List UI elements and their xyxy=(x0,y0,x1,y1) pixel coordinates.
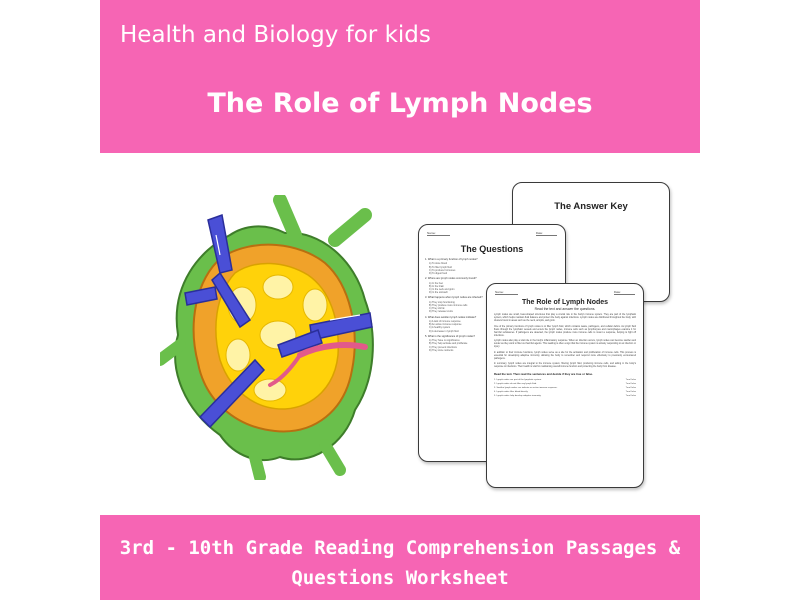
tf-number: 2. xyxy=(494,382,496,385)
passage-paragraph: In summary, lymph nodes are integral to the immune system, filtering lymph fluid, producing immune cells, and aiding in the body's response to infections. Their health is vital for maintaining overall immune function and protecting the body from disease. xyxy=(494,363,636,368)
question-option: B) An active immune response xyxy=(429,323,462,327)
tf-text: Swollen lymph nodes can indicate an active immune response. xyxy=(496,386,558,389)
question-option: D) To digest food xyxy=(429,272,448,276)
bottom-banner xyxy=(100,515,700,600)
passage-instructions: Read the text and answer the questions. xyxy=(534,307,596,311)
true-false-heading: Read the text. Then read the sentences and decide if they are true or false. xyxy=(494,371,593,376)
caption-line-1: 3rd - 10th Grade Reading Comprehension Passages & xyxy=(119,537,681,559)
tf-options: True False xyxy=(625,382,636,385)
tf-options: True False xyxy=(625,394,636,397)
question-option: A) A lack of immune response xyxy=(429,320,461,324)
lymph-node-illustration xyxy=(160,195,385,480)
tf-options: True False xyxy=(625,390,636,393)
name-label: Name: xyxy=(427,231,450,236)
product-caption xyxy=(110,533,690,593)
question-option: D) They store nutrients xyxy=(429,348,454,352)
tf-text: Lymph nodes help develop adaptive immunity. xyxy=(496,394,542,397)
tf-number: 3. xyxy=(494,386,496,389)
tf-number: 1. xyxy=(494,378,496,381)
question-item: 4. What does swollen lymph nodes indicate? xyxy=(425,315,477,319)
answer-key-title: The Answer Key xyxy=(554,201,628,212)
question-option: B) They help activate and proliferate xyxy=(429,342,468,346)
question-item: 2. Where are lymph nodes commonly found? xyxy=(425,277,477,281)
question-option: D) A decrease in lymph fluid xyxy=(429,329,459,333)
top-banner xyxy=(100,0,700,153)
questions-meta-row xyxy=(419,231,565,236)
tf-options: True False xyxy=(625,378,636,381)
true-false-row xyxy=(487,394,643,398)
passage-paragraph: Lymph nodes are small, bean-shaped structures that play a crucial role in the body's immune system. They are part of the lymphatic system, which helps maintain fluid balance and protect the body against infections. Lymph nodes are distributed throughout the body, with clusters found in areas such as the neck, armpits, and groin. xyxy=(494,314,636,322)
name-label: Name: xyxy=(495,290,518,295)
passage-sheet xyxy=(486,283,644,488)
question-item: 5. What is the significance of lymph nodes? xyxy=(425,334,475,338)
question-options xyxy=(425,262,559,275)
tf-text: Lymph nodes filter blood directly. xyxy=(496,390,529,393)
passage-title: The Role of Lymph Nodes xyxy=(521,299,609,306)
question-option: A) To store blood xyxy=(429,262,448,266)
questions-title: The Questions xyxy=(460,244,524,254)
question-option: C) In the neck and groin xyxy=(429,288,455,292)
question-option: C) They shrink xyxy=(429,307,445,311)
question-option: B) In the brain xyxy=(429,284,445,288)
passage-body xyxy=(487,311,643,369)
tf-text: Lymph nodes are part of the lymphatic system. xyxy=(496,378,542,381)
question-option: D) In the stomach xyxy=(429,291,448,295)
question-option: A) They have no significance xyxy=(429,339,460,343)
question-option: C) They prevent infections xyxy=(429,345,457,349)
question-option: A) In the liver xyxy=(429,281,444,285)
tf-number: 5. xyxy=(494,394,496,397)
question-option: D) They release toxins xyxy=(429,310,453,314)
passage-paragraph: Lymph nodes also play a vital role in the body's inflammatory response. When an infection occurs, lymph nodes can become swollen and tender as they work to filter out harmful agents. This swelling is often a sign that the immune system is actively responding to an infection or injury. xyxy=(494,340,636,348)
tf-text: Lymph nodes do not filter any lymph fluid. xyxy=(496,382,537,385)
question-item: 3. What happens when lymph nodes are infected? xyxy=(425,296,483,300)
passage-meta-row xyxy=(487,290,643,295)
tf-options: True False xyxy=(625,386,636,389)
question-option: C) To produce hormones xyxy=(429,268,456,272)
page-title: The Role of Lymph Nodes xyxy=(207,88,593,119)
category-subtitle: Health and Biology for kids xyxy=(120,22,431,48)
date-label: Date: xyxy=(614,290,635,295)
date-label: Date: xyxy=(536,231,557,236)
tf-number: 4. xyxy=(494,390,496,393)
tf-statement xyxy=(494,394,541,398)
caption-line-2: Questions Worksheet xyxy=(291,567,509,589)
passage-paragraph: One of the primary functions of lymph nodes is to filter lymph fluid, which contains waste, pathogens, and cellular debris. As lymph fluid flows through the lymphatic vessels and enters the lymph nodes, immune cells such as lymphocytes and macrophages examine it for harmful substances. If pathogens are detected, the lymph nodes produce more immune cells to mount a response, helping to fight off infections. xyxy=(494,325,636,337)
question-option: C) A healthy system xyxy=(429,326,451,330)
question-option: B) To filter lymph fluid xyxy=(429,265,452,269)
passage-paragraph: In addition to their immune functions, lymph nodes serve as a site for the activation and proliferation of immune cells. This process is essential for developing adaptive immunity, allowing the body to remember and respond more effectively to previously encountered pathogens. xyxy=(494,351,636,360)
question-option: B) They produce more immune cells xyxy=(429,304,468,308)
question-option: A) They stop functioning xyxy=(429,300,455,304)
question-item: 1. What is a primary function of lymph nodes? xyxy=(425,258,478,261)
